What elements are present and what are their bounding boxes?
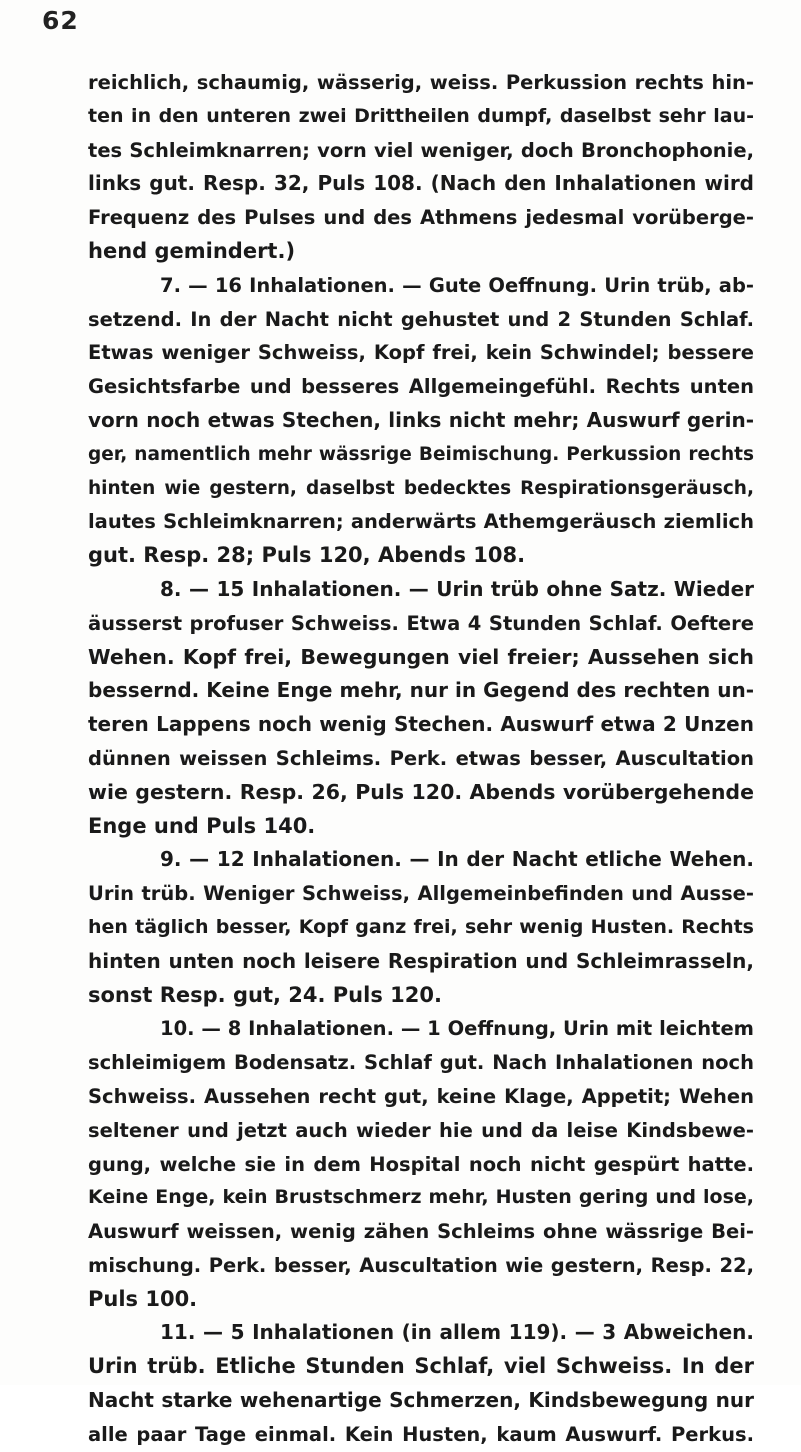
text-line: 9. — 12 Inhalationen. — In der Nacht etliche Wehen. (160, 847, 754, 872)
text-line: Wehen. Kopf frei, Bewegungen viel freier; Aussehen sich (88, 644, 754, 669)
text-line: Puls 100. (88, 1286, 198, 1311)
text-line: ten in den unteren zwei Drittheilen dumpf, daselbst sehr lau- (88, 104, 754, 127)
text-line: sonst Resp. gut, 24. Puls 120. (88, 982, 442, 1007)
text-line: tes Schleimknarren; vorn viel weniger, doch Bronchophonie, (88, 138, 754, 162)
text-line: Schweiss. Aussehen recht gut, keine Klage, Appetit; Wehen (88, 1084, 754, 1108)
text-line: 8. — 15 Inhalationen. — Urin trüb ohne Satz. Wieder (160, 576, 754, 601)
text-line: 10. — 8 Inhalationen. — 1 Oeffnung, Urin mit leichtem (160, 1017, 754, 1041)
text-line: bessernd. Keine Enge mehr, nur in Gegend des rechten un- (88, 678, 754, 703)
text-line: gung, welche sie in dem Hospital noch nicht gespürt hatte. (88, 1152, 754, 1176)
text-line: dünnen weissen Schleims. Perk. etwas besser, Auscultation (88, 746, 754, 770)
text-line: hen täglich besser, Kopf ganz frei, sehr wenig Husten. Rechts (88, 915, 754, 938)
text-line: Urin trüb. Etliche Stunden Schlaf, viel Schweiss. In der (88, 1354, 754, 1379)
text-line: links gut. Resp. 32, Puls 108. (Nach den Inhalationen wird (88, 171, 754, 196)
text-line: gut. Resp. 28; Puls 120, Abends 108. (88, 543, 526, 568)
text-line: mischung. Perk. besser, Auscultation wie gestern, Resp. 22, (88, 1253, 754, 1277)
text-line: Auswurf weissen, wenig zähen Schleims ohne wässrige Bei- (88, 1220, 754, 1244)
text-line: äusserst profuser Schweiss. Etwa 4 Stunden Schlaf. Oeftere (88, 611, 754, 635)
text-line: Frequenz des Pulses und des Athmens jedesmal vorüberge- (88, 206, 754, 230)
text-line: Urin trüb. Weniger Schweiss, Allgemeinbefinden und Ausse- (88, 882, 754, 906)
text-line: 7. — 16 Inhalationen. — Gute Oeffnung. Urin trüb, ab- (160, 273, 754, 297)
text-line: 11. — 5 Inhalationen (in allem 119). — 3 Abweichen. (160, 1320, 754, 1345)
text-line: wie gestern. Resp. 26, Puls 120. Abends vorübergehende (88, 779, 754, 804)
text-line: alle paar Tage einmal. Kein Husten, kaum Auswurf. Perkus. (88, 1422, 754, 1446)
text-line: vorn noch etwas Stechen, links nicht mehr; Auswurf gerin- (88, 407, 754, 432)
text-line: Enge und Puls 140. (88, 813, 316, 838)
page-number: 62 (42, 6, 79, 35)
text-line: Nacht starke wehenartige Schmerzen, Kindsbewegung nur (88, 1388, 754, 1413)
text-line: lautes Schleimknarren; anderwärts Athemgeräusch ziemlich (88, 510, 754, 534)
text-line: Etwas weniger Schweiss, Kopf frei, kein Schwindel; bessere (88, 341, 754, 365)
text-line: Keine Enge, kein Brustschmerz mehr, Husten gering und lose, (88, 1186, 754, 1209)
text-line: setzend. In der Nacht nicht gehustet und 2 Stunden Schlaf. (88, 307, 754, 331)
text-line: teren Lappens noch wenig Stechen. Auswurf etwa 2 Unzen (88, 712, 754, 737)
body-text (88, 66, 754, 1452)
text-line: Gesichtsfarbe und besseres Allgemeingefühl. Rechts unten (88, 375, 754, 399)
text-line: schleimigem Bodensatz. Schlaf gut. Nach Inhalationen noch (88, 1051, 754, 1075)
text-line: hinten wie gestern, daselbst bedecktes Respirationsgeräusch, (88, 477, 754, 499)
text-line: seltener und jetzt auch wieder hie und da leise Kindsbewe- (88, 1118, 754, 1142)
text-line: reichlich, schaumig, wässerig, weiss. Perkussion rechts hin- (88, 71, 754, 94)
text-line: hinten unten noch leisere Respiration und Schleimrasseln, (88, 948, 754, 973)
text-line: hend gemindert.) (88, 238, 296, 263)
text-line: ger, namentlich mehr wässrige Beimischung. Perkussion rechts (88, 443, 754, 465)
